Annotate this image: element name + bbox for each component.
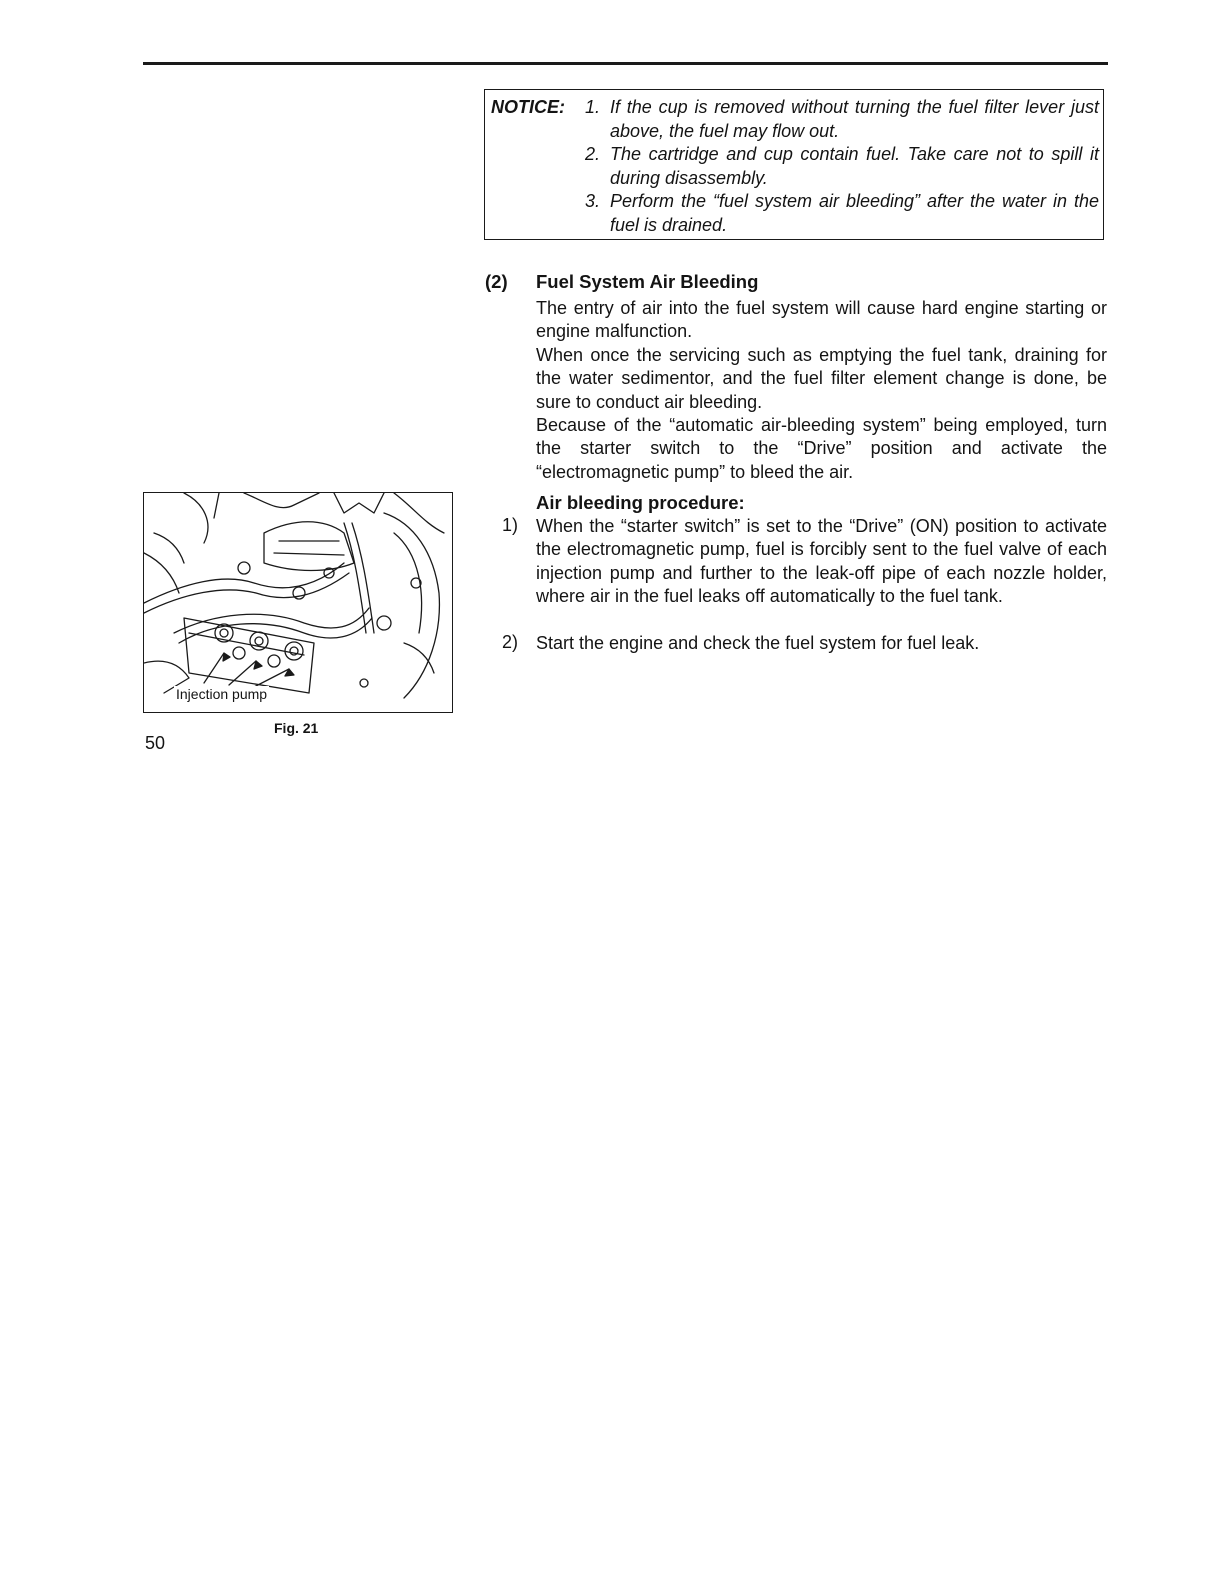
notice-item-text: If the cup is removed without turning the fuel filter lever just above, the fuel may flow out. xyxy=(610,97,1099,141)
step-number: 1) xyxy=(502,515,519,535)
procedure-heading: Air bleeding procedure: xyxy=(536,492,745,513)
notice-item-text: Perform the “fuel system air bleeding” after the water in the fuel is drained. xyxy=(610,191,1099,235)
notice-item xyxy=(585,190,1099,237)
step-text: When the “starter switch” is set to the “Drive” (ON) position to activate the electromagnetic pump, fuel is forcibly sent to the fuel valve of each injection pump and further to the leak-off pipe of each nozzle holder, where air in the fuel leaks off automatically to the fuel tank. xyxy=(536,516,1107,606)
engine-illustration xyxy=(144,493,453,713)
notice-item-number: 3. xyxy=(585,191,601,211)
section-number: (2) xyxy=(485,271,508,292)
notice-item xyxy=(585,143,1099,190)
figure-caption: Fig. 21 xyxy=(274,720,319,736)
notice-item-number: 1. xyxy=(585,97,601,117)
paragraph: When once the servicing such as emptying the fuel tank, draining for the water sedimentor, and the fuel filter element change is done, be sure to conduct air bleeding. xyxy=(536,345,1107,412)
notice-item-text: The cartridge and cup contain fuel. Take care not to spill it during disassembly. xyxy=(610,144,1099,188)
paragraph: The entry of air into the fuel system will cause hard engine starting or engine malfunction. xyxy=(536,298,1107,342)
top-rule xyxy=(143,62,1108,65)
step-text: Start the engine and check the fuel system for fuel leak. xyxy=(536,633,980,653)
notice-label: NOTICE: xyxy=(491,97,565,117)
figure-label: Injection pump xyxy=(176,686,268,702)
notice-box xyxy=(484,89,1104,240)
step-number: 2) xyxy=(502,632,519,652)
notice-item-number: 2. xyxy=(585,144,601,164)
notice-item xyxy=(585,96,1099,143)
section-title: Fuel System Air Bleeding xyxy=(536,271,759,292)
page-number: 50 xyxy=(145,733,166,753)
figure-frame xyxy=(143,492,453,713)
paragraph: Because of the “automatic air-bleeding system” being employed, turn the starter switch to the “Drive” position and activate the “electromagnetic pump” to bleed the air. xyxy=(536,415,1107,482)
